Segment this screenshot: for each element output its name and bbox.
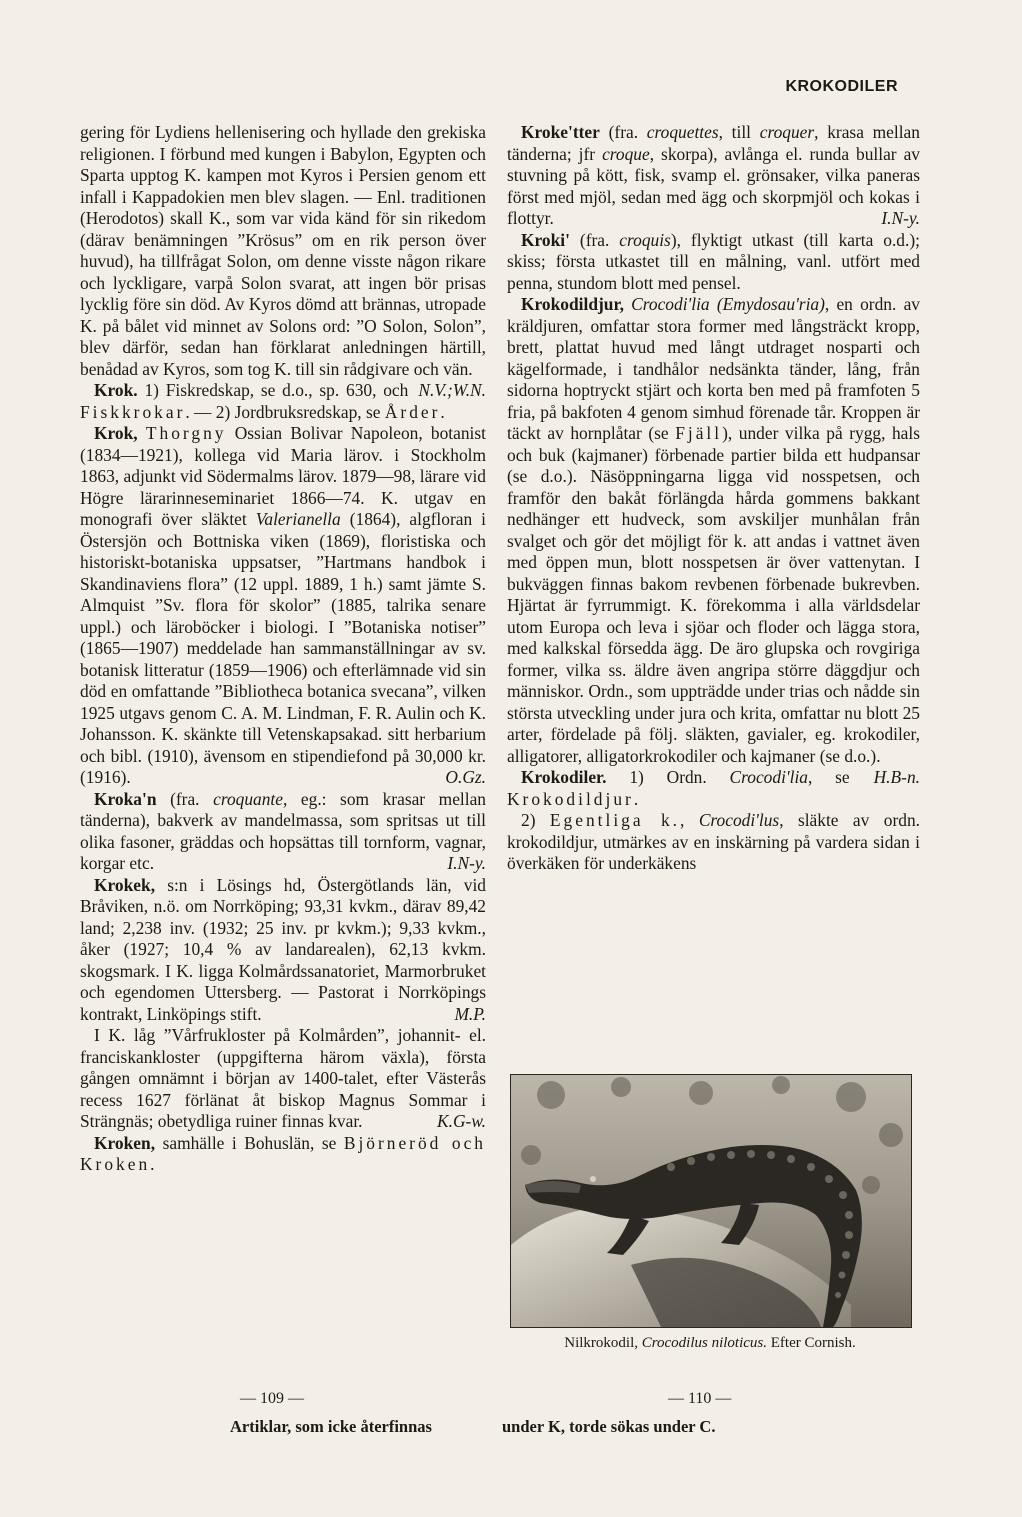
entry-text: , [680,810,685,830]
cross-reference: Årder [384,401,441,422]
italic-term: Valerianella [255,509,341,529]
entry-egentliga-krokodiler [507,810,920,875]
entry-headword: Krokek, [94,874,156,895]
footer-part-2: under K, torde sökas under C. [502,1417,716,1436]
author-signature: N.V.;W.N. [418,380,486,400]
entry-text: , till [718,122,751,142]
cross-reference: Fjäll [675,423,723,443]
entry-krokek [80,875,486,1026]
right-column [507,122,920,875]
italic-term: Crocodi'lia [729,767,808,787]
entry-krok-thorgny [80,423,486,789]
entry-headword: Kroka'n [94,788,157,809]
italic-term: Crocodi'lia [631,294,710,314]
entry-text: . [150,1154,155,1174]
entry-kroketter [507,122,920,230]
entry-headword: Krok, [94,423,138,443]
entry-krokek-kloster [80,1025,486,1133]
left-column [80,122,486,1176]
entry-headword: Kroke'tter [521,122,600,142]
entry-text: I K. låg ”Vårfrukloster på Kolmården”, johannit- el. franciskankloster (uppgifterna härom växla), första gången omnämnt i början av 1400-talet, efter Västerås recess 1627 förlänat åt biskop Magnus Sommar i Strängnäs; obetydliga ruiner finnas kvar. [80,1025,486,1131]
entry-headword: Kroken, [94,1132,156,1153]
entry-text: 1) Ordn. [629,767,707,787]
entry-text: 1) Fiskredskap, se d.o., sp. 630, och [144,380,409,400]
italic-term: croquis [619,229,671,250]
italic-term: croque [602,143,650,164]
cross-reference: Fiskkrokar [80,401,186,422]
crocodile-illustration [511,1075,911,1327]
page-number-right: — 110 — [668,1390,732,1407]
entry-text: (fra. [608,122,639,142]
cross-reference: Björneröd och Kroken [80,1132,486,1174]
entry-text: , släkte av ordn. krokodildjur, utmärkes av en inskärning på vardera sidan i överkäken för underkäkens [507,810,920,873]
author-signature: I.N-y. [881,208,920,228]
entry-text: gering för Lydiens hellenisering och hyllade den grekiska religionen. I förbund med kungen i Babylon, Egypten och Sparta upptog K. kampen mot Kyros i Persien genom ett infall i Kappadokien men blev slagen. — Enl. traditionen (Herodotos) skall K., som var vida känd för sin rikedom (därav benämningen ”Krösus” om en rik person över huvud), ha tillfrågat Solon, om denne visste någon rikare och lyckligare, varpå Solon svarat, att ingen bör prisas lycklig före sin död. Av Kyros dömd att brännas, utropade K. på bålet vid minnet av Solons ord: ”O Solon, Solon”, blev därför, sedan han förklarat anledningen härtill, benådad av Kyros, som tog K. till sin rådgivare och vän. [80,122,486,379]
author-signature: H.B-n. [873,767,920,787]
page-number-left: — 109 — [240,1390,304,1407]
italic-term: croquer [759,122,815,142]
entry-text: (fra. [170,788,200,809]
entry-headword: Kroki' [521,229,570,250]
entry-headword: Krokodildjur, [521,294,624,314]
author-signature: O.Gz. [445,767,486,787]
entry-text: ), under vilka på rygg, hals och buk (kajmaner) förbenade partier bilda ett hudpansar (se d.o.). Näsöppningarna ligga vid nosspetsen, och framför den bakåt förlängda hårda gommens bakkant nedhänger ett hudveck, som avskiljer munhålan från svalget och gör det möjligt för k. att andas i vattnet även med öppen mun, blott nosspetsen är över vattenytan. I bukväggen finnas bakom revbenen förbenade bukrevben. Hjärtat är fyrrummigt. K. förekomma i alla världsdelar utom Europa och leva i sjöar och floder och lägga stora, med kalkskal försedda ägg. De äro glupska och rovgiriga former, vilka ss. äldre även angripa större däggdjur och människor. Ordn., som uppträdde under trias och nådde sin största utveckling under jura och krita, omfattar nu blott 25 arter, fördelade på följ. släkten, gavialer, eg. krokodiler, alligatorer, alligatorkrokodiler och kajmaner (se d.o.). [507,423,921,766]
footer-part-1: Artiklar, som icke återfinnas [230,1417,432,1436]
entry-text: , krasa mellan tänderna; jfr [507,122,920,164]
entry-text: , skorpa), avlånga el. runda bullar av stuvning på kött, fisk, svamp el. grönsaker, vilka paneras först med mjöl, sedan med ägg och skorpmjöl och kokas i flottyr. [507,143,920,228]
author-signature: K.G-w. [437,1111,486,1131]
italic-term: Crocodi'lus [698,810,780,830]
crocodile-photo [510,1074,912,1328]
spaced-term: Egentliga k. [549,810,681,830]
running-head: KROKODILER [785,78,898,95]
caption-species: Crocodilus niloticus. [641,1335,768,1351]
entry-kroki [507,230,920,295]
author-signature: M.P. [454,1003,486,1024]
entry-text: . — 2) Jordbruksredskap, se [185,401,381,422]
italic-term: (Emydosau'ria) [716,294,825,314]
entry-text: , en ordn. av kräldjuren, omfattar stora former med långsträckt kropp, brett, plattat huvud med långt utdraget nosparti och kägelformade, i tandhålor nedsänkta tänder, lång, från sidorna hoptryckt stjärt och korta ben med på framfoten 5 fria, på bakfoten 4 genom simhud förenade tår. Kroppen är täckt av hornplåtar (se [507,294,920,443]
author-signature: I.N-y. [447,853,486,873]
cross-reference: Krokodildjur [507,788,634,809]
entry-kroken [80,1133,486,1176]
person-name: Thorgny [145,423,227,443]
italic-term: croquettes [646,122,719,142]
footer-note [230,1417,790,1437]
entry-text: (1864), algfloran i Östersjön och Bottniska viken (1869), floristiska och historiskt-botaniska uppsatser, ”Hartmans handbok i Skandinaviens flora” (12 uppl. 1889, 1 h.) samt jämte S. Almquist ”Sv. flora för skolor” (1885, talrika senare uppl.) och läroböcker i biologi. I ”Botaniska notiser” (1865—1907) meddelade han sammanställningar av sv. botanisk litteratur (1859—1906) och efterlämnade vid sin död en omfattande ”Bibliotheca botanica svecana”, vilken 1925 utgavs genom C. A. M. Lindman, F. R. Aulin och K. Johansson. K. skänkte till Vetenskapsakad. sitt herbarium och bibl. (1910), ävensom en stipendiefond på 30,000 kr. (1916). [80,509,486,787]
entry-text: , se [807,767,850,787]
entry-krokan [80,789,486,875]
entry-text: , eg.: som krasar mellan tänderna), bakverk av mandelmassa, som spritsas ut till olika fasoner, gräddas och hopsättas till tornform, vagnar, korgar etc. [80,788,486,873]
entry-text: ), flyktigt utkast (till karta o.d.); skiss; första utkastet till en målning, vanl. utfört med penna, stundom blott med pensel. [507,229,920,293]
italic-term: croquante [213,788,283,809]
caption-credit: Efter Cornish. [770,1335,856,1351]
entry-headword: Krok. [94,380,138,400]
entry-text: (fra. [579,229,610,250]
figure-caption [520,1334,900,1352]
entry-number: 2) [521,810,536,830]
entry-text: . [633,788,639,809]
entry-headword: Krokodiler. [521,767,607,787]
entry-text: s:n i Lösings hd, Östergötlands län, vid Bråviken, n.ö. om Norrköping; 93,31 kvkm., därav 89,42 land; 2,238 inv. (1932; 25 inv. pr kvkm.); 9,33 kvkm., åker (1927; 10,4 % av landarealen), 62,13 kvkm. skogsmark. I K. ligga Kolmårdssanatoriet, Marmorbruket och egendomen Uttersberg. — Pastorat i Norrköpings kontrakt, Linköpings stift. [80,874,486,1024]
entry-text: Ossian Bolivar Napoleon, botanist (1834—1921), kollega vid Maria lärov. i Stockholm 1863, adjunkt vid Södermalms lärov. 1879—98, lärare vid Högre lärarinneseminariet 1866—74. K. utgav en monografi över släktet [80,423,486,529]
caption-text: Nilkrokodil, [564,1335,638,1351]
entry-text: . [440,401,445,422]
entry-text: samhälle i Bohuslän, se [162,1132,337,1153]
